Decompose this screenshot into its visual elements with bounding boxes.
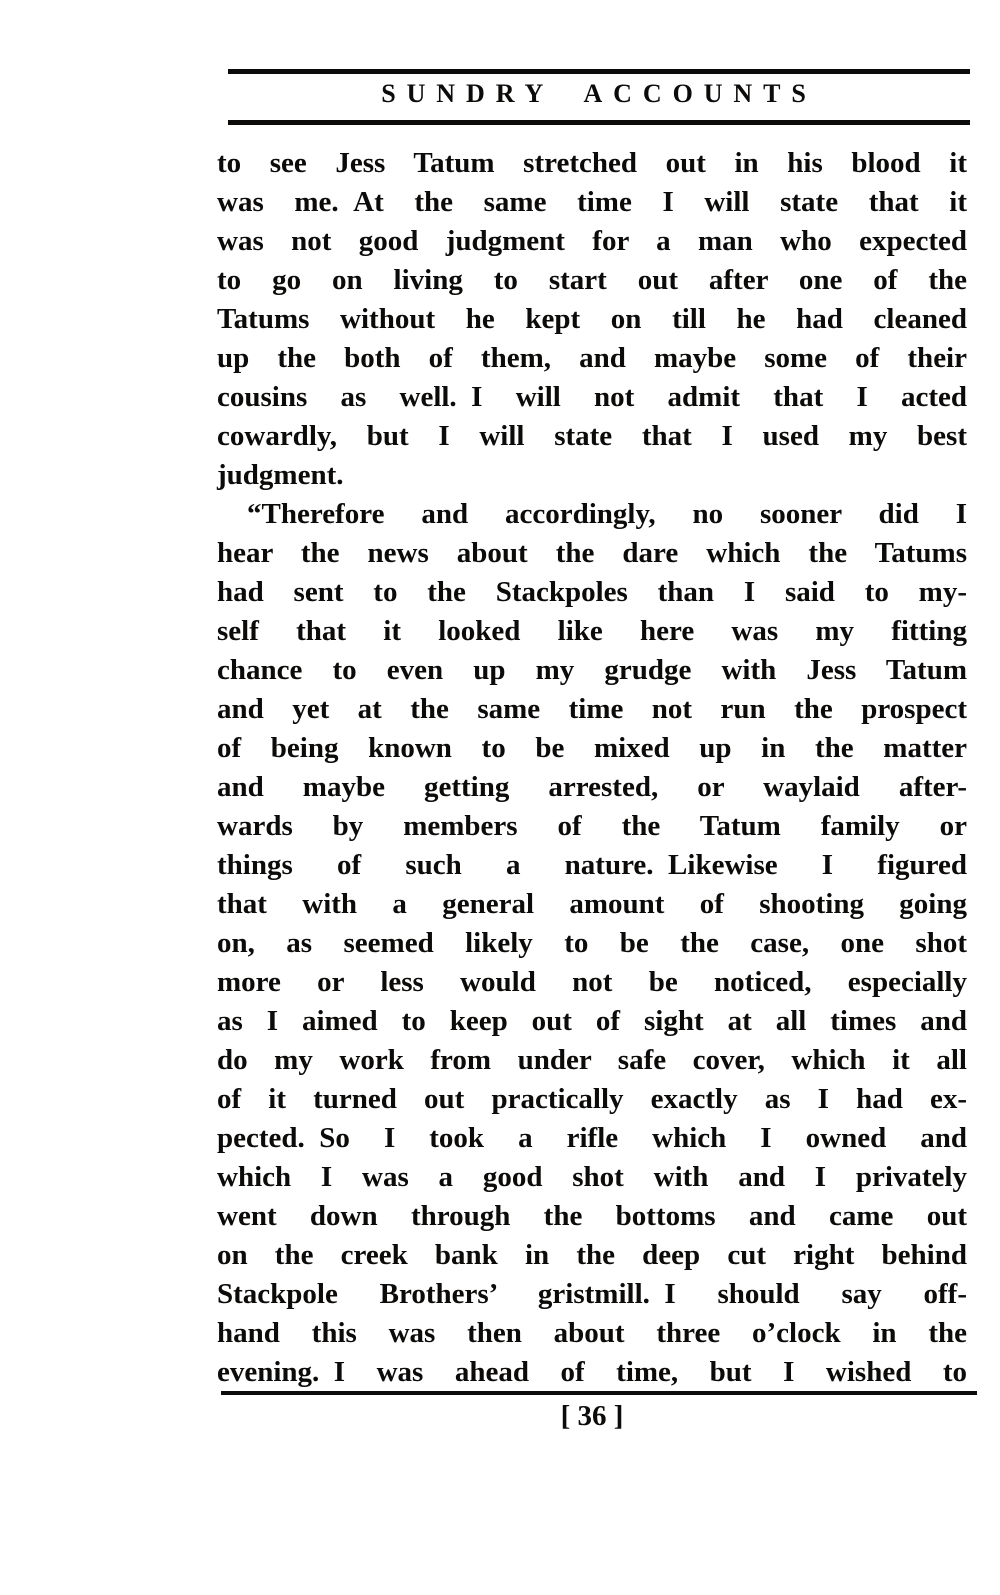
- footer-rule: [221, 1391, 977, 1395]
- text-line: up the both of them, and maybe some of their: [217, 342, 967, 374]
- running-head-rule-top: [228, 69, 970, 74]
- text-line: on, as seemed likely to be the case, one shot: [217, 927, 967, 959]
- text-line: hear the news about the dare which the Tatums: [217, 537, 967, 569]
- text-line: on the creek bank in the deep cut right behind: [217, 1239, 967, 1271]
- running-head-title: SUNDRY ACCOUNTS: [381, 79, 817, 108]
- text-line: of it turned out practically exactly as I had ex-: [217, 1083, 967, 1115]
- text-line: evening. I was ahead of time, but I wished to: [217, 1356, 967, 1388]
- text-line: was not good judgment for a man who expected: [217, 225, 967, 257]
- text-line: of being known to be mixed up in the matter: [217, 732, 967, 764]
- text-line: to see Jess Tatum stretched out in his blood it: [217, 147, 967, 179]
- text-line: things of such a nature. Likewise I figured: [217, 849, 967, 881]
- text-line: and maybe getting arrested, or waylaid after-: [217, 771, 967, 803]
- text-line: more or less would not be noticed, especially: [217, 966, 967, 998]
- text-line: and yet at the same time not run the prospect: [217, 693, 967, 725]
- text-line: pected. So I took a rifle which I owned and: [217, 1122, 967, 1154]
- text-line: Stackpole Brothers’ gristmill. I should say off-: [217, 1278, 967, 1310]
- text-line: that with a general amount of shooting going: [217, 888, 967, 920]
- text-line: cowardly, but I will state that I used my best: [217, 420, 967, 452]
- text-line: to go on living to start out after one of the: [217, 264, 967, 296]
- text-line: cousins as well. I will not admit that I acted: [217, 381, 967, 413]
- text-line: do my work from under safe cover, which it all: [217, 1044, 967, 1076]
- text-line: hand this was then about three o’clock in the: [217, 1317, 967, 1349]
- text-line: chance to even up my grudge with Jess Tatum: [217, 654, 967, 686]
- text-line: went down through the bottoms and came out: [217, 1200, 967, 1232]
- text-line: judgment.: [217, 459, 344, 491]
- body-text: [217, 144, 967, 1392]
- text-line: Tatums without he kept on till he had cleaned: [217, 303, 967, 335]
- text-line: self that it looked like here was my fitting: [217, 615, 967, 647]
- text-line: “Therefore and accordingly, no sooner did I: [247, 498, 967, 530]
- text-line: was me. At the same time I will state that it: [217, 186, 967, 218]
- running-head-rule-bottom: [228, 120, 970, 125]
- text-line: wards by members of the Tatum family or: [217, 810, 967, 842]
- text-line: which I was a good shot with and I privately: [217, 1161, 967, 1193]
- text-line: had sent to the Stackpoles than I said to my-: [217, 576, 967, 608]
- text-line: as I aimed to keep out of sight at all times and: [217, 1005, 967, 1037]
- page-number: [ 36 ]: [560, 1400, 624, 1432]
